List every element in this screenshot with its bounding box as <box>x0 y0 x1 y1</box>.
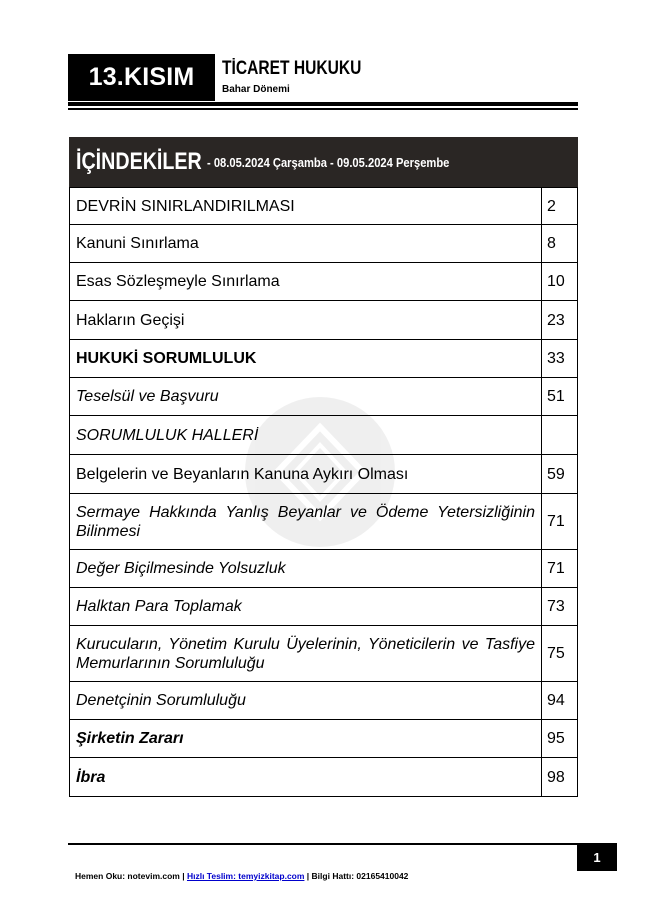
toc-row <box>70 263 578 301</box>
toc-dates: - 08.05.2024 Çarşamba - 09.05.2024 Perşembe <box>207 154 450 170</box>
toc-entry-title[interactable]: SORUMLULUK HALLERİ <box>70 416 542 455</box>
toc-entry-title[interactable]: Değer Biçilmesinde Yolsuzluk <box>70 550 542 588</box>
toc-entry-page: 10 <box>542 263 578 301</box>
toc-entry-page: 75 <box>542 626 578 682</box>
footer-delivery-link[interactable]: Hızlı Teslim: temyizkitap.com <box>186 871 305 881</box>
toc-entry-title[interactable]: Denetçinin Sorumluluğu <box>70 682 542 720</box>
toc-entry-page: 98 <box>542 758 578 797</box>
toc-row <box>70 626 578 682</box>
toc-heading: İÇİNDEKİLER <box>76 148 202 175</box>
toc-entry-title[interactable]: Şirketin Zararı <box>70 720 542 758</box>
toc-entry-title[interactable]: Halktan Para Toplamak <box>70 588 542 626</box>
toc-row <box>70 225 578 263</box>
toc-row <box>70 378 578 416</box>
toc-row <box>70 550 578 588</box>
toc-row <box>70 588 578 626</box>
page-number-badge <box>577 843 617 871</box>
toc-entry-page: 2 <box>542 188 578 225</box>
toc-entry-title[interactable]: DEVRİN SINIRLANDIRILMASI <box>70 188 542 225</box>
section-badge <box>68 54 215 101</box>
toc-entry-page: 59 <box>542 455 578 494</box>
footer-read-link[interactable]: Hemen Oku: notevim.com <box>75 871 180 881</box>
footer-separator: | <box>179 871 187 881</box>
toc-entry-page: 71 <box>542 550 578 588</box>
document-title: TİCARET HUKUKU <box>222 58 362 79</box>
toc-row <box>70 340 578 378</box>
toc-entry-title[interactable]: HUKUKİ SORUMLULUK <box>70 340 542 378</box>
toc-entry-page: 73 <box>542 588 578 626</box>
section-label: 13.KISIM <box>88 63 195 91</box>
footer-phone: Bilgi Hattı: 02165410042 <box>311 871 409 881</box>
table-of-contents <box>69 137 578 797</box>
toc-row <box>70 188 578 225</box>
toc-entry-title[interactable]: Esas Sözleşmeyle Sınırlama <box>70 263 542 301</box>
toc-entry-title[interactable]: İbra <box>70 758 542 797</box>
document-subtitle: Bahar Dönemi <box>222 84 290 95</box>
footer-separator: | <box>304 871 312 881</box>
header-divider-thick <box>68 102 578 106</box>
toc-entry-page <box>542 416 578 455</box>
toc-row <box>70 416 578 455</box>
toc-row <box>70 758 578 797</box>
toc-entry-page: 23 <box>542 301 578 340</box>
toc-row <box>70 494 578 550</box>
toc-entry-page: 8 <box>542 225 578 263</box>
footer-info <box>75 871 408 881</box>
header-divider-thin <box>68 108 578 110</box>
toc-entry-title[interactable]: Sermaye Hakkında Yanlış Beyanlar ve Ödeme Yetersizliğinin Bilinmesi <box>70 494 542 550</box>
toc-row <box>70 720 578 758</box>
toc-row <box>70 301 578 340</box>
toc-row <box>70 455 578 494</box>
toc-row <box>70 682 578 720</box>
page-number: 1 <box>593 849 601 865</box>
toc-entry-title[interactable]: Hakların Geçişi <box>70 301 542 340</box>
toc-entry-title[interactable]: Belgelerin ve Beyanların Kanuna Aykırı Olması <box>70 455 542 494</box>
toc-entry-page: 71 <box>542 494 578 550</box>
toc-table <box>69 187 578 797</box>
toc-entry-title[interactable]: Teselsül ve Başvuru <box>70 378 542 416</box>
toc-entry-title[interactable]: Kanuni Sınırlama <box>70 225 542 263</box>
toc-entry-page: 33 <box>542 340 578 378</box>
toc-header <box>69 137 578 187</box>
toc-entry-title[interactable]: Kurucuların, Yönetim Kurulu Üyelerinin, Yöneticilerin ve Tasfiye Memurlarının Sorumluluğu <box>70 626 542 682</box>
toc-entry-page: 51 <box>542 378 578 416</box>
toc-entry-page: 94 <box>542 682 578 720</box>
footer-divider <box>68 843 578 845</box>
toc-entry-page: 95 <box>542 720 578 758</box>
